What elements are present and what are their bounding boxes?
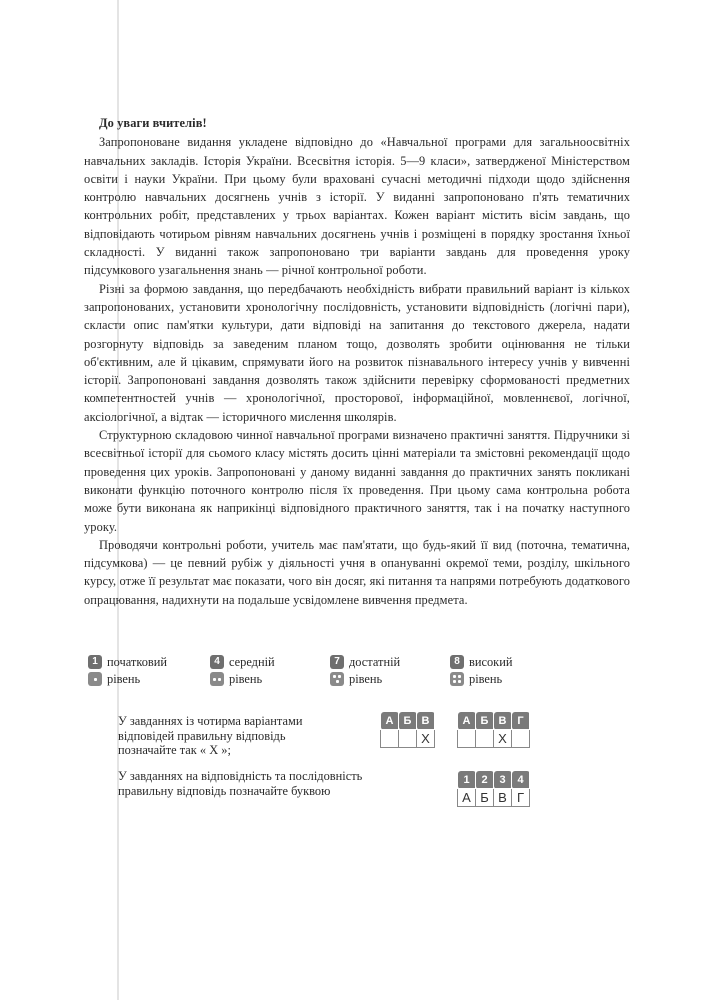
grid-header-cell: Г [512,712,530,730]
instruction-line: відповідей правильну відповідь [118,728,286,743]
level-name: середній [229,655,275,669]
paragraph-3: Структурною складовою чинної навчальної програми визначено практичні заняття. Підручники зі всесвітньої історії для сьомого класу містять досить цінні матеріали та змістовні рекомендації щодо проведення цих уроків. Запропоновані у даному виданні завдання до практичних занять покликані виконати функцію поточного контролю після їх проведення. При цьому сама контрольна робота може бути виконана як наприкінці відповідного практичного заняття, так і на початку наступного уроку. [84,428,630,534]
grid-header-cell: В [417,712,435,730]
instruction-sequence [118,769,362,798]
level-word: рівень [469,672,503,686]
grid-answer-cell: Г [512,789,530,807]
two-dots-icon [210,672,224,686]
grid-header-cell: 3 [494,771,512,789]
level-word: рівень [349,672,383,686]
grid-answer-cell [381,730,399,748]
three-dots-icon [330,672,344,686]
level-word: рівень [107,672,141,686]
grid-header-cell: Б [476,712,494,730]
paragraph-4: Проводячи контрольні роботи, учитель має пам'ятати, що будь-який її вид (поточна, тематична, підсумкова) — це певний рубіж у діяльності учня в опануванні окремої теми, розділу, шкільного курсу, отже її результат має показати, чого він досяг, які питання та напрями потребують додаткового опрацювання, надихнути на подальше усвідомлене вивчення предмета. [84,537,630,607]
instruction-line: У завданнях на відповідність та послідовність [118,769,363,783]
grid-header-cell: А [381,712,399,730]
answer-grid-sequence [457,770,530,807]
level-word: рівень [229,672,263,686]
four-dots-icon [450,672,464,686]
one-dot-icon [88,672,102,686]
level-number-badge: 1 [88,655,102,669]
grid-header-cell: 1 [458,771,476,789]
grid-answer-cell [399,730,417,748]
answer-grid-four [457,711,530,748]
instruction-line: правильну відповідь позначайте буквою [118,783,331,798]
difficulty-levels-legend [88,655,628,695]
grid-header-cell: Б [399,712,417,730]
grid-header-cell: 2 [476,771,494,789]
instruction-multiple-choice [118,714,302,758]
level-number-badge: 8 [450,655,464,669]
paragraph-2: Різні за формою завдання, що передбачають необхідність вибрати правильний варіант із кількох запропонованих, установити хронологічну послідовність, установити відповідність (логічні пари), скласти опис пам'ятки культури, дати відповіді на запитання до текстового джерела, надати розгорнуту відповідь за заведеним планом тощо, дозволять зробити оцінювання не тільки об'єктивним, але й цікавим, спрямувати його на розвиток пізнавального інтересу учнів у вивченні історії. Запропоновані завдання дозволять також здійснити перевірку сформованості предметних компетентностей учнів — хронологічної, просторової, інформаційної, мовленнєвої, логічної, аксіологічної, а відтак — історичного мислення школярів. [84,281,630,424]
level-name: достатній [349,655,401,669]
level-name: високий [469,655,513,669]
intro-text [84,114,630,609]
instruction-line: У завданнях із чотирма варіантами [118,714,303,728]
teacher-note-heading: До уваги вчителів! [99,116,207,130]
level-number-badge: 7 [330,655,344,669]
instruction-line: позначайте так « X »; [118,743,231,757]
level-name: початковий [107,655,168,669]
grid-answer-cell-marked: X [417,730,435,748]
grid-answer-cell [512,730,530,748]
answer-grid-three [380,711,435,748]
grid-header-cell: А [458,712,476,730]
grid-header-cell: В [494,712,512,730]
grid-answer-cell [458,730,476,748]
grid-answer-cell: Б [476,789,494,807]
grid-answer-cell-marked: X [494,730,512,748]
grid-answer-cell: В [494,789,512,807]
grid-header-cell: 4 [512,771,530,789]
paragraph-1: Запропоноване видання укладене відповідно до «Навчальної програми для загальноосвітніх навчальних закладів. Історія України. Всесвітня історія. 5—9 класи», затвердженої Міністерством освіти і науки України. При цьому були враховані сучасні методичні підходи щодо здійснення контролю навчальних досягнень учнів з історії. У виданні запропоновано п'ять тематичних контрольних робіт, представлених у трьох варіантах. Кожен варіант містить вісім завдань, що відповідають чотирьом рівням навчальних досягнень учнів і розміщені в порядку зростання їхньої складності. У виданні також запропоновано три варіанти завдань для проведення уроку підсумкового узагальнення знань — річної контрольної роботи. [84,135,630,278]
grid-answer-cell: А [458,789,476,807]
grid-answer-cell [476,730,494,748]
level-number-badge: 4 [210,655,224,669]
